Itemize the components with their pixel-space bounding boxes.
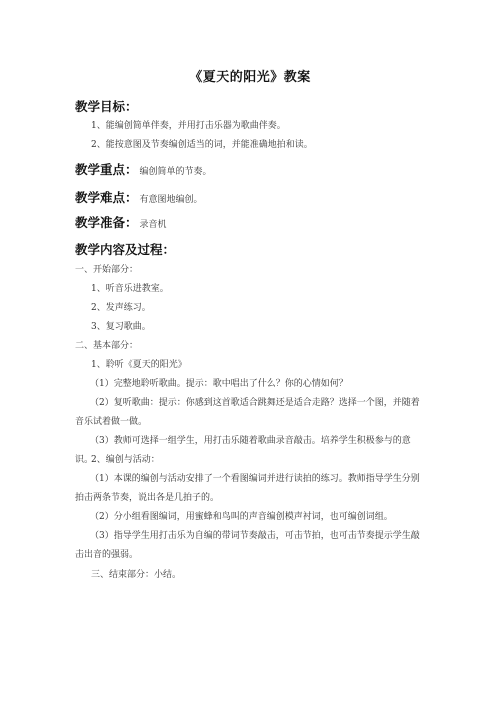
preparation-value: 录音机	[139, 220, 167, 230]
part2-sub2: 2、编创与活动：	[91, 455, 160, 465]
part2-paragraph: （3）教师可选择一组学生，用打击乐随着歌曲录音敲击。培养学生积极参与的意识。	[75, 436, 411, 465]
part2-sub1: 1、聆听《夏天的阳光》	[91, 360, 187, 370]
key-point-heading: 教学重点：	[75, 162, 138, 177]
part3-heading: 三、结束部分：小结。	[91, 570, 182, 580]
objective-item: 2、能按意图及节奏编创适当的词，并能准确地拍和读。	[91, 140, 313, 150]
part2-paragraph: （2）分小组看图编词，用蜜蜂和鸟叫的声音编创模声衬词，也可编创词组。	[90, 512, 393, 522]
part2-paragraph: （3）指导学生用打击乐为自编的带词节奏敲击，可击节拍，也可击节奏提示学生敲击出音的强弱。	[75, 531, 420, 560]
part1-item: 1、听音乐进教室。	[91, 284, 169, 294]
process-heading: 教学内容及过程：	[75, 242, 176, 257]
part1-item: 2、发声练习。	[91, 303, 151, 313]
part1-item: 3、复习歌曲。	[91, 322, 151, 332]
key-point-value: 编创简单的节奏。	[139, 167, 212, 177]
preparation-heading: 教学准备：	[75, 215, 138, 230]
difficulty-row	[75, 188, 203, 206]
part2-paragraph: （1）本课的编创与活动安排了一个看图编词并进行读拍的练习。教师指导学生分别拍击两条节奏，说出各是几拍子的。	[75, 474, 420, 503]
part1-heading: 一、开始部分：	[75, 265, 139, 275]
objective-item: 1、能编创简单伴奏，并用打击乐器为歌曲伴奏。	[91, 121, 286, 131]
part2-paragraph: （2）复听歌曲：提示：你感到这首歌适合跳舞还是适合走路？选择一个图，并随着音乐试着做一做。	[75, 398, 420, 427]
document-title: 《夏天的阳光》教案	[189, 70, 311, 85]
part2-heading: 二、基本部分：	[75, 341, 139, 351]
preparation-row	[75, 213, 167, 231]
part2-paragraph: （1）完整地聆听歌曲。提示：歌中唱出了什么？你的心情如何？	[90, 379, 348, 389]
key-point-row	[75, 160, 212, 178]
difficulty-heading: 教学难点：	[75, 190, 138, 205]
objectives-heading: 教学目标：	[75, 99, 138, 114]
difficulty-value: 有意图地编创。	[139, 195, 203, 205]
